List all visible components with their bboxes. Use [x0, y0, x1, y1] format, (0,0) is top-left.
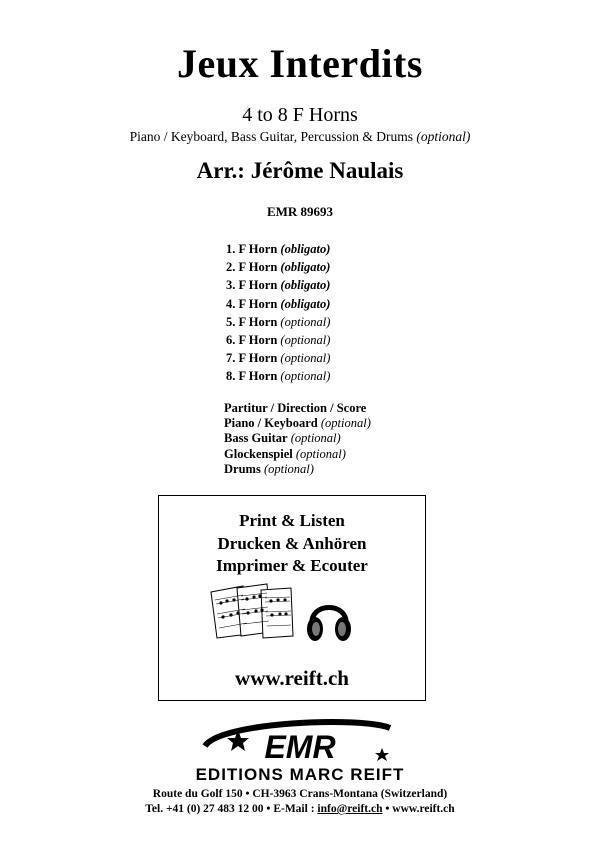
- score-part-name: Piano / Keyboard: [224, 416, 318, 431]
- sheet-music-icon: [209, 582, 295, 640]
- list-item: [224, 447, 371, 462]
- svg-text:EMR: EMR: [264, 729, 336, 765]
- part-name: 8. F Horn: [226, 369, 278, 384]
- svg-text:EDITIONS MARC REIFT: EDITIONS MARC REIFT: [195, 765, 405, 784]
- contact-prefix: Tel. +41 (0) 27 483 12 00 • E-Mail :: [145, 803, 318, 815]
- publisher-address: [0, 787, 600, 817]
- list-item: [226, 240, 330, 258]
- part-note: (obligato): [280, 296, 331, 311]
- contact-line: [0, 802, 600, 817]
- print-listen-box: [158, 495, 426, 701]
- instrumentation: [0, 129, 600, 145]
- part-name: 5. F Horn: [226, 314, 278, 329]
- score-part-note: (optional): [290, 431, 341, 446]
- part-note: (obligato): [280, 242, 331, 256]
- score-part-name: Drums: [224, 461, 261, 476]
- part-note: (optional): [280, 314, 331, 329]
- list-item: [226, 313, 330, 331]
- headphones-icon: [304, 592, 354, 644]
- list-item: [226, 258, 330, 276]
- score-part-name: Glockenspiel: [224, 446, 293, 461]
- score-part-note: (optional): [295, 446, 346, 461]
- score-part-note: (optional): [263, 461, 314, 476]
- list-item: [226, 349, 330, 367]
- part-note: (optional): [280, 369, 331, 384]
- list-item: [224, 416, 371, 431]
- list-item: [224, 462, 371, 477]
- score-part-name: Partitur / Direction / Score: [224, 401, 367, 415]
- part-name: 6. F Horn: [226, 333, 278, 348]
- promo-line: Drucken & Anhören: [217, 533, 367, 553]
- part-name: 2. F Horn: [226, 260, 278, 275]
- arranger: Arr.: Jérôme Naulais: [196, 158, 404, 183]
- list-item: [226, 367, 330, 385]
- catalog-number: EMR 89693: [266, 204, 334, 219]
- list-item: [224, 431, 371, 446]
- subtitle: 4 to 8 F Horns: [242, 104, 358, 126]
- instrumentation-main: Piano / Keyboard, Bass Guitar, Percussion & Drums: [129, 129, 413, 144]
- page-title: Jeux Interdits: [177, 41, 423, 86]
- score-part-note: (optional): [320, 416, 371, 431]
- instrumentation-optional: (optional): [416, 129, 471, 144]
- address-line: Route du Golf 150 • CH-3963 Crans-Montana (Switzerland): [152, 788, 448, 800]
- part-name: 7. F Horn: [226, 351, 278, 366]
- part-name: 4. F Horn: [226, 296, 278, 311]
- part-note: (optional): [280, 351, 331, 366]
- promo-line: Print & Listen: [239, 511, 345, 530]
- promo-text: [159, 510, 425, 578]
- score-list: [224, 401, 371, 477]
- part-note: (obligato): [280, 260, 331, 275]
- promo-line: Imprimer & Ecouter: [216, 556, 368, 575]
- email-link[interactable]: info@reift.ch: [317, 803, 383, 815]
- list-item: [226, 276, 330, 294]
- part-name: 1. F Horn: [226, 242, 278, 256]
- list-item: [224, 401, 371, 416]
- list-item: [226, 331, 330, 349]
- part-note: (obligato): [280, 278, 331, 293]
- part-note: (optional): [280, 333, 331, 348]
- website-link[interactable]: www.reift.ch: [235, 666, 349, 690]
- score-part-name: Bass Guitar: [224, 431, 288, 446]
- contact-suffix: • www.reift.ch: [382, 803, 455, 815]
- emr-logo: [150, 714, 450, 784]
- part-name: 3. F Horn: [226, 278, 278, 293]
- list-item: [226, 295, 330, 313]
- parts-list: [226, 240, 330, 386]
